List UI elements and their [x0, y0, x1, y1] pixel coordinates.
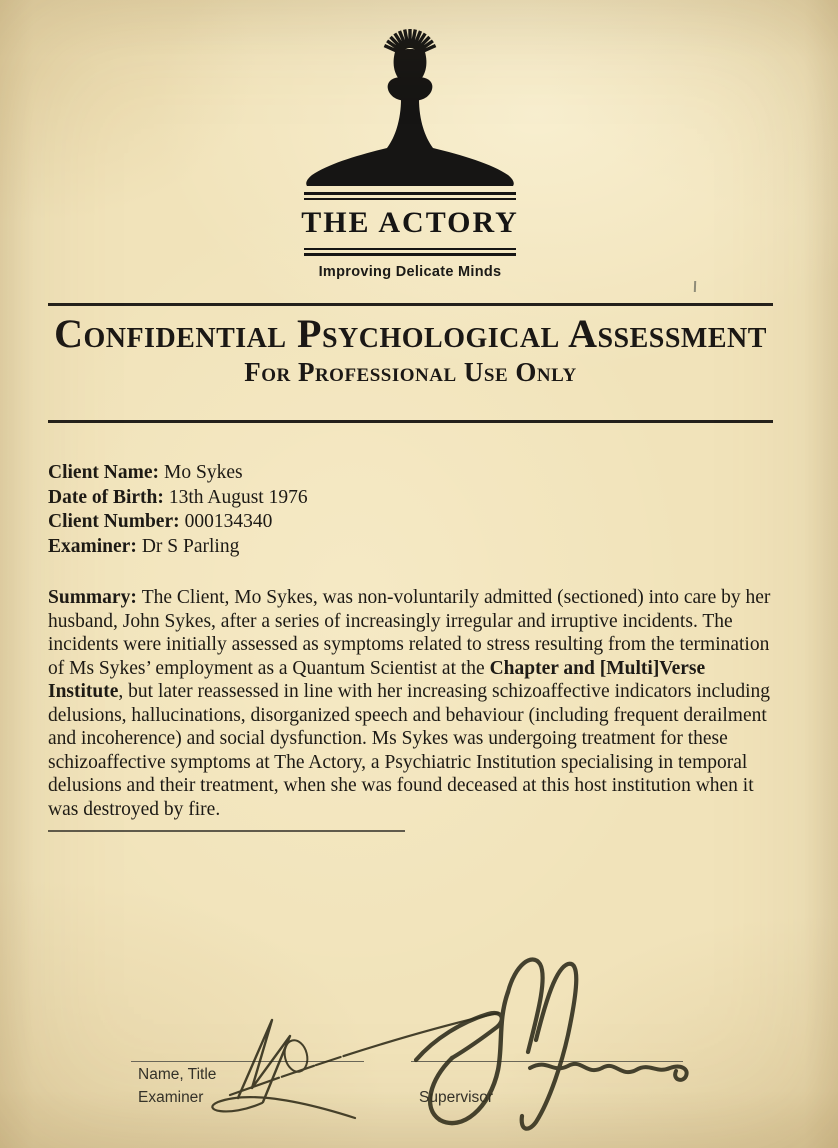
date-of-birth-row — [48, 486, 308, 511]
supervisor-role-label: Supervisor — [419, 1089, 494, 1106]
client-number-value: 000134340 — [184, 511, 273, 532]
title-rule-bottom — [48, 420, 773, 423]
title-block — [48, 312, 773, 388]
client-name-label: Client Name: — [48, 462, 160, 483]
logo-divider — [304, 253, 516, 256]
summary-paragraph: Summary: The Client, Mo Sykes, was non-voluntarily admitted (sectioned) into care by her husband, John Sykes, after a series of increasingly irregular and irruptive incidents. The incidents were initially assessed as symptoms related to stress resulting from the termination of Ms Sykes’ employment as a Quantum Scientist at the Chapter and [Multi]Verse Institute, but later reassessed in line with her increasing schizoaffective indicators including delusions, hallucinations, disorganized speech and behaviour (including frequent derailment and incoherence) and social dysfunction. Ms Sykes was undergoing treatment for these schizoaffective symptoms at The Actory, a Psychiatric Institution specialising in temporal delusions and their treatment, when she was found deceased at this host institution when it was destroyed by fire. — [48, 587, 771, 820]
signatures-overlay — [100, 940, 720, 1148]
client-name-row — [48, 461, 308, 486]
paper-stray-mark — [694, 281, 696, 292]
logo-block — [290, 20, 530, 280]
page-title: Confidential Psychological Assessment — [54, 311, 767, 356]
chess-piece-icon — [300, 20, 520, 188]
title-rule-top — [48, 303, 773, 306]
logo-tagline: Improving Delicate Minds — [318, 264, 502, 280]
name-title-label: Name, Title — [138, 1066, 217, 1083]
examiner-value: Dr S Parling — [141, 535, 240, 557]
examiner-label: Examiner: — [48, 535, 137, 557]
logo-divider — [304, 198, 516, 200]
examiner-signature-line — [131, 1061, 364, 1062]
examiner-row — [48, 535, 308, 560]
client-details — [48, 461, 308, 559]
date-of-birth-value: 13th August 1976 — [168, 486, 308, 508]
logo-divider — [304, 192, 516, 195]
logo-divider — [304, 248, 516, 250]
date-of-birth-label: Date of Birth: — [48, 486, 164, 508]
logo-wordmark: THE ACTORY — [301, 206, 519, 239]
supervisor-signature-line — [411, 1061, 683, 1062]
client-name-value: Mo Sykes — [164, 462, 243, 483]
summary-end-rule — [48, 830, 405, 832]
client-number-row — [48, 510, 308, 535]
client-number-label: Client Number: — [48, 511, 180, 532]
page-subtitle: For Professional Use Only — [244, 357, 577, 387]
examiner-role-label: Examiner — [138, 1089, 204, 1106]
